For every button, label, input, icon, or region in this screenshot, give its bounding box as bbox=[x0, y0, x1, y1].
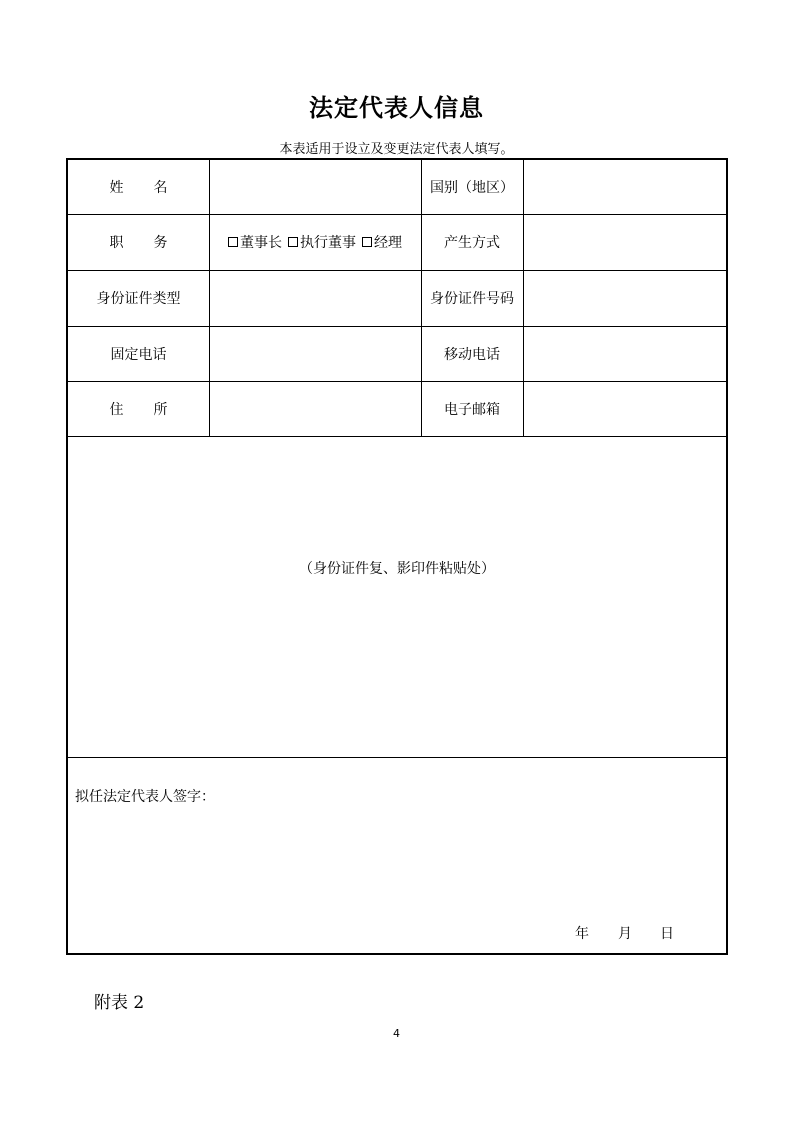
address-label: 住所 bbox=[109, 401, 198, 418]
date-day: 日 bbox=[660, 926, 674, 942]
checkbox-icon[interactable] bbox=[362, 237, 372, 247]
legal-representative-form bbox=[66, 158, 728, 955]
chairman-option[interactable]: 董事长 bbox=[228, 232, 282, 252]
appointment-method-label: 产生方式 bbox=[444, 235, 500, 251]
date-month: 月 bbox=[618, 926, 632, 942]
id-number-label: 身份证件号码 bbox=[430, 291, 514, 307]
checkbox-icon[interactable] bbox=[288, 237, 298, 247]
landline-field[interactable] bbox=[209, 326, 421, 381]
nationality-field[interactable] bbox=[523, 160, 728, 214]
manager-option[interactable]: 经理 bbox=[362, 232, 402, 252]
page-subtitle: 本表适用于设立及变更法定代表人填写。 bbox=[279, 142, 514, 157]
id-type-label: 身份证件类型 bbox=[96, 291, 181, 307]
email-field[interactable] bbox=[523, 381, 728, 436]
name-field[interactable] bbox=[209, 160, 421, 214]
mobile-label: 移动电话 bbox=[444, 346, 500, 363]
id-number-field[interactable] bbox=[523, 270, 728, 326]
mobile-field[interactable] bbox=[523, 326, 728, 381]
page-number: 4 bbox=[393, 1027, 400, 1040]
position-label: 职务 bbox=[109, 235, 198, 251]
address-field[interactable] bbox=[209, 381, 421, 436]
appendix-label: 附表 2 bbox=[94, 993, 145, 1013]
appointment-method-field[interactable] bbox=[523, 214, 728, 270]
position-options bbox=[209, 214, 421, 270]
checkbox-icon[interactable] bbox=[228, 237, 238, 247]
date-year: 年 bbox=[575, 926, 589, 942]
row-divider bbox=[68, 436, 726, 437]
nationality-label: 国别（地区） bbox=[430, 180, 514, 196]
email-label: 电子邮箱 bbox=[444, 401, 500, 418]
id-type-field[interactable] bbox=[209, 270, 421, 326]
page-title: 法定代表人信息 bbox=[309, 94, 484, 122]
executive-director-option[interactable]: 执行董事 bbox=[288, 232, 356, 252]
signature-label: 拟任法定代表人签字： bbox=[75, 789, 215, 805]
name-label: 姓名 bbox=[109, 180, 198, 196]
landline-label: 固定电话 bbox=[110, 346, 167, 363]
row-divider bbox=[68, 757, 726, 758]
id-copy-paste-area: （身份证件复、影印件粘贴处） bbox=[299, 561, 495, 577]
